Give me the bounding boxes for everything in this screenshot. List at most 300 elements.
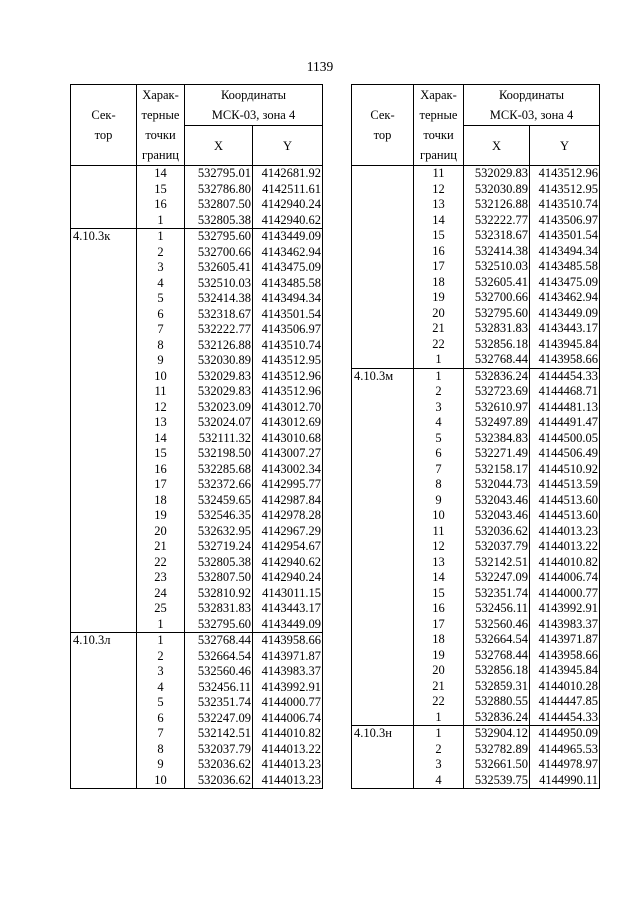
sector-cell [352, 306, 414, 322]
table-row [352, 493, 600, 509]
table-row [71, 446, 323, 462]
x-cell: 532807.50 [185, 197, 253, 213]
sector-cell [71, 415, 137, 431]
x-cell: 532700.66 [464, 290, 530, 306]
point-cell: 25 [137, 601, 185, 617]
point-cell: 4 [137, 680, 185, 696]
table-row [71, 197, 323, 213]
sector-cell [352, 321, 414, 337]
y-cell: 4143512.96 [530, 166, 600, 182]
sector-cell [71, 493, 137, 509]
x-cell: 532271.49 [464, 446, 530, 462]
point-cell: 7 [137, 726, 185, 742]
header-sector [352, 85, 414, 166]
y-cell: 4144010.82 [530, 555, 600, 571]
table-row [71, 415, 323, 431]
x-cell: 532414.38 [185, 291, 253, 307]
table-row [71, 338, 323, 354]
table-row [71, 384, 323, 400]
sector-cell [352, 694, 414, 710]
y-cell: 4143011.15 [253, 586, 323, 602]
sector-cell [352, 710, 414, 726]
table-row [71, 213, 323, 229]
table-row [352, 290, 600, 306]
sector-cell [71, 586, 137, 602]
table-row [71, 400, 323, 416]
table-row [71, 570, 323, 586]
x-cell: 532510.03 [185, 276, 253, 292]
table-row [71, 260, 323, 276]
sector-cell [352, 446, 414, 462]
point-cell: 15 [137, 446, 185, 462]
point-cell: 15 [137, 182, 185, 198]
sector-cell [71, 508, 137, 524]
point-cell: 1 [414, 368, 464, 384]
y-cell: 4143462.94 [530, 290, 600, 306]
y-cell: 4142511.61 [253, 182, 323, 198]
x-cell: 532384.83 [464, 431, 530, 447]
x-cell: 532768.44 [464, 648, 530, 664]
sector-cell [352, 679, 414, 695]
table-row [71, 649, 323, 665]
header-sector-line-2: тор [373, 128, 392, 142]
point-cell: 2 [414, 384, 464, 400]
sector-cell [352, 462, 414, 478]
point-cell: 2 [137, 649, 185, 665]
x-cell: 532126.88 [464, 197, 530, 213]
table-row [71, 493, 323, 509]
y-cell: 4144506.49 [530, 446, 600, 462]
table-right-body [352, 166, 600, 789]
sector-cell [71, 260, 137, 276]
header-points-line-3: точки [423, 128, 454, 142]
sector-cell [352, 228, 414, 244]
table-row [71, 664, 323, 680]
table-row [71, 245, 323, 261]
x-cell: 532036.62 [185, 773, 253, 789]
x-cell: 532414.38 [464, 244, 530, 260]
y-cell: 4144468.71 [530, 384, 600, 400]
point-cell: 3 [137, 260, 185, 276]
sector-cell [352, 648, 414, 664]
x-cell: 532497.89 [464, 415, 530, 431]
sector-cell [352, 632, 414, 648]
table-row [352, 539, 600, 555]
y-cell: 4143449.09 [530, 306, 600, 322]
sector-cell: 4.10.3м [352, 368, 414, 384]
x-cell: 532126.88 [185, 338, 253, 354]
header-sector-line-2: тор [94, 128, 113, 142]
header-points-line-3: точки [145, 128, 176, 142]
header-points-line-1: Харак- [142, 88, 179, 102]
x-cell: 532664.54 [185, 649, 253, 665]
point-cell: 9 [414, 493, 464, 509]
sector-cell [352, 166, 414, 182]
y-cell: 4142940.62 [253, 213, 323, 229]
sector-cell [71, 322, 137, 338]
point-cell: 3 [414, 757, 464, 773]
x-cell: 532142.51 [464, 555, 530, 571]
table-row [352, 352, 600, 368]
point-cell: 20 [137, 524, 185, 540]
x-cell: 532719.24 [185, 539, 253, 555]
table-row [71, 291, 323, 307]
y-cell: 4143958.66 [530, 648, 600, 664]
table-row [352, 742, 600, 758]
sector-cell [71, 477, 137, 493]
header-y: Y [253, 126, 323, 166]
y-cell: 4143512.95 [253, 353, 323, 369]
x-cell: 532456.11 [464, 601, 530, 617]
x-cell: 532795.60 [185, 617, 253, 633]
point-cell: 1 [414, 352, 464, 368]
y-cell: 4143506.97 [253, 322, 323, 338]
x-cell: 532605.41 [185, 260, 253, 276]
x-cell: 532700.66 [185, 245, 253, 261]
table-row [352, 663, 600, 679]
y-cell: 4144010.28 [530, 679, 600, 695]
y-cell: 4144013.23 [253, 757, 323, 773]
header-points-line-4: границ [142, 148, 179, 162]
header-coordinates [464, 85, 600, 126]
y-cell: 4144013.23 [253, 773, 323, 789]
sector-cell [352, 400, 414, 416]
sector-cell [352, 213, 414, 229]
y-cell: 4143449.09 [253, 229, 323, 245]
table-row [71, 229, 323, 245]
point-cell: 6 [137, 307, 185, 323]
sector-cell [352, 555, 414, 571]
point-cell: 15 [414, 586, 464, 602]
table-row [352, 321, 600, 337]
point-cell: 21 [137, 539, 185, 555]
point-cell: 7 [414, 462, 464, 478]
x-cell: 532024.07 [185, 415, 253, 431]
y-cell: 4142978.28 [253, 508, 323, 524]
sector-cell [352, 182, 414, 198]
table-row [352, 586, 600, 602]
table-row [71, 353, 323, 369]
y-cell: 4143494.34 [253, 291, 323, 307]
x-cell: 532023.09 [185, 400, 253, 416]
y-cell: 4144006.74 [253, 711, 323, 727]
sector-cell [71, 369, 137, 385]
x-cell: 532459.65 [185, 493, 253, 509]
y-cell: 4143510.74 [530, 197, 600, 213]
y-cell: 4142987.84 [253, 493, 323, 509]
table-row [71, 524, 323, 540]
sector-cell [352, 197, 414, 213]
point-cell: 1 [137, 229, 185, 245]
y-cell: 4144013.22 [530, 539, 600, 555]
x-cell: 532030.89 [185, 353, 253, 369]
table-row [71, 555, 323, 571]
point-cell: 19 [414, 648, 464, 664]
y-cell: 4144978.97 [530, 757, 600, 773]
table-row [71, 166, 323, 182]
table-row [352, 462, 600, 478]
y-cell: 4143983.37 [530, 617, 600, 633]
point-cell: 16 [414, 244, 464, 260]
x-cell: 532043.46 [464, 508, 530, 524]
y-cell: 4143501.54 [253, 307, 323, 323]
sector-cell: 4.10.3л [71, 633, 137, 649]
table-row [352, 555, 600, 571]
x-cell: 532351.74 [185, 695, 253, 711]
header-points-line-1: Харак- [420, 88, 457, 102]
y-cell: 4143958.66 [530, 352, 600, 368]
sector-cell [71, 197, 137, 213]
point-cell: 16 [137, 197, 185, 213]
y-cell: 4143012.70 [253, 400, 323, 416]
table-row [352, 648, 600, 664]
point-cell: 6 [137, 711, 185, 727]
table-row [352, 726, 600, 742]
table-row [352, 601, 600, 617]
y-cell: 4142681.92 [253, 166, 323, 182]
x-cell: 532805.38 [185, 555, 253, 571]
point-cell: 20 [414, 663, 464, 679]
point-cell: 9 [137, 757, 185, 773]
x-cell: 532795.01 [185, 166, 253, 182]
point-cell: 14 [414, 213, 464, 229]
x-cell: 532036.62 [185, 757, 253, 773]
point-cell: 20 [414, 306, 464, 322]
header-sector-line-1: Сек- [91, 108, 116, 122]
x-cell: 532222.77 [464, 213, 530, 229]
x-cell: 532456.11 [185, 680, 253, 696]
header-sector-line-1: Сек- [370, 108, 395, 122]
x-cell: 532856.18 [464, 337, 530, 353]
table-row [71, 773, 323, 789]
x-cell: 532859.31 [464, 679, 530, 695]
x-cell: 532043.46 [464, 493, 530, 509]
table-row [71, 182, 323, 198]
table-row [71, 711, 323, 727]
x-cell: 532158.17 [464, 462, 530, 478]
x-cell: 532831.83 [185, 601, 253, 617]
x-cell: 532768.44 [185, 633, 253, 649]
x-cell: 532037.79 [185, 742, 253, 758]
sector-cell [352, 352, 414, 368]
sector-cell [71, 384, 137, 400]
table-row [71, 680, 323, 696]
sector-cell [71, 570, 137, 586]
y-cell: 4143007.27 [253, 446, 323, 462]
sector-cell [71, 213, 137, 229]
point-cell: 5 [414, 431, 464, 447]
point-cell: 11 [137, 384, 185, 400]
y-cell: 4143510.74 [253, 338, 323, 354]
point-cell: 3 [414, 400, 464, 416]
table-left-body [71, 166, 323, 789]
table-row [71, 477, 323, 493]
point-cell: 1 [137, 213, 185, 229]
y-cell: 4144965.53 [530, 742, 600, 758]
sector-cell [352, 508, 414, 524]
point-cell: 17 [414, 617, 464, 633]
y-cell: 4142967.29 [253, 524, 323, 540]
point-cell: 13 [414, 197, 464, 213]
sector-cell [71, 353, 137, 369]
sector-cell [352, 586, 414, 602]
sector-cell [71, 462, 137, 478]
sector-cell [352, 617, 414, 633]
x-cell: 532351.74 [464, 586, 530, 602]
sector-cell [71, 601, 137, 617]
y-cell: 4143971.87 [530, 632, 600, 648]
x-cell: 532247.09 [185, 711, 253, 727]
table-row [352, 570, 600, 586]
sector-cell [71, 166, 137, 182]
table-row [352, 228, 600, 244]
point-cell: 10 [137, 773, 185, 789]
x-cell: 532880.55 [464, 694, 530, 710]
x-cell: 532037.79 [464, 539, 530, 555]
point-cell: 18 [414, 632, 464, 648]
x-cell: 532560.46 [464, 617, 530, 633]
sector-cell [352, 493, 414, 509]
point-cell: 17 [137, 477, 185, 493]
y-cell: 4144481.13 [530, 400, 600, 416]
header-coordinates [185, 85, 323, 126]
point-cell: 17 [414, 259, 464, 275]
table-row [352, 632, 600, 648]
table-row [352, 182, 600, 198]
y-cell: 4143485.58 [253, 276, 323, 292]
sector-cell [71, 695, 137, 711]
table-row [71, 508, 323, 524]
sector-cell [71, 711, 137, 727]
x-cell: 532318.67 [464, 228, 530, 244]
sector-cell [71, 664, 137, 680]
table-row [71, 307, 323, 323]
table-row [71, 695, 323, 711]
point-cell: 16 [137, 462, 185, 478]
point-cell: 18 [414, 275, 464, 291]
sector-cell [352, 415, 414, 431]
point-cell: 9 [137, 353, 185, 369]
table-row [352, 166, 600, 182]
x-cell: 532664.54 [464, 632, 530, 648]
sector-cell [352, 337, 414, 353]
y-cell: 4144513.60 [530, 493, 600, 509]
x-cell: 532632.95 [185, 524, 253, 540]
y-cell: 4143501.54 [530, 228, 600, 244]
sector-cell [352, 290, 414, 306]
y-cell: 4144500.05 [530, 431, 600, 447]
point-cell: 16 [414, 601, 464, 617]
sector-cell: 4.10.3н [352, 726, 414, 742]
table-row [71, 462, 323, 478]
point-cell: 2 [414, 742, 464, 758]
y-cell: 4143485.58 [530, 259, 600, 275]
table-row [71, 322, 323, 338]
y-cell: 4143475.09 [253, 260, 323, 276]
table-row [352, 431, 600, 447]
table-row [71, 726, 323, 742]
sector-cell [71, 338, 137, 354]
y-cell: 4142940.24 [253, 197, 323, 213]
point-cell: 12 [414, 182, 464, 198]
x-cell: 532836.24 [464, 710, 530, 726]
y-cell: 4144447.85 [530, 694, 600, 710]
point-cell: 11 [414, 166, 464, 182]
x-cell: 532372.66 [185, 477, 253, 493]
x-cell: 532807.50 [185, 570, 253, 586]
table-row [352, 275, 600, 291]
y-cell: 4143475.09 [530, 275, 600, 291]
y-cell: 4142940.24 [253, 570, 323, 586]
table-row [352, 710, 600, 726]
y-cell: 4143506.97 [530, 213, 600, 229]
point-cell: 13 [137, 415, 185, 431]
point-cell: 14 [137, 431, 185, 447]
x-cell: 532318.67 [185, 307, 253, 323]
y-cell: 4143512.96 [253, 384, 323, 400]
sector-cell [71, 649, 137, 665]
sector-cell [71, 757, 137, 773]
sector-cell [71, 742, 137, 758]
point-cell: 4 [414, 773, 464, 789]
point-cell: 19 [137, 508, 185, 524]
table-row [71, 617, 323, 633]
point-cell: 14 [137, 166, 185, 182]
x-cell: 532836.24 [464, 368, 530, 384]
point-cell: 1 [137, 617, 185, 633]
header-points [137, 85, 185, 166]
table-row [352, 446, 600, 462]
point-cell: 14 [414, 570, 464, 586]
y-cell: 4142995.77 [253, 477, 323, 493]
sector-cell [71, 617, 137, 633]
sector-cell [352, 601, 414, 617]
table-row [352, 400, 600, 416]
header-coordinates-line-1: Координаты [498, 88, 565, 102]
point-cell: 12 [137, 400, 185, 416]
sector-cell [352, 570, 414, 586]
point-cell: 21 [414, 321, 464, 337]
x-cell: 532510.03 [464, 259, 530, 275]
sector-cell [71, 524, 137, 540]
table-row [352, 694, 600, 710]
table-row [352, 757, 600, 773]
x-cell: 532810.92 [185, 586, 253, 602]
point-cell: 8 [137, 742, 185, 758]
x-cell: 532546.35 [185, 508, 253, 524]
x-cell: 532198.50 [185, 446, 253, 462]
x-cell: 532111.32 [185, 431, 253, 447]
table-row [71, 276, 323, 292]
header-coordinates-line-1: Координаты [220, 88, 287, 102]
x-cell: 532560.46 [185, 664, 253, 680]
y-cell: 4142940.62 [253, 555, 323, 571]
table-row [71, 431, 323, 447]
y-cell: 4143462.94 [253, 245, 323, 261]
point-cell: 7 [137, 322, 185, 338]
y-cell: 4143945.84 [530, 663, 600, 679]
header-x: X [185, 126, 253, 166]
x-cell: 532768.44 [464, 352, 530, 368]
y-cell: 4144990.11 [530, 773, 600, 789]
y-cell: 4143012.69 [253, 415, 323, 431]
table-row [352, 508, 600, 524]
point-cell: 6 [414, 446, 464, 462]
sector-cell: 4.10.3к [71, 229, 137, 245]
point-cell: 8 [137, 338, 185, 354]
point-cell: 2 [137, 245, 185, 261]
sector-cell [352, 275, 414, 291]
